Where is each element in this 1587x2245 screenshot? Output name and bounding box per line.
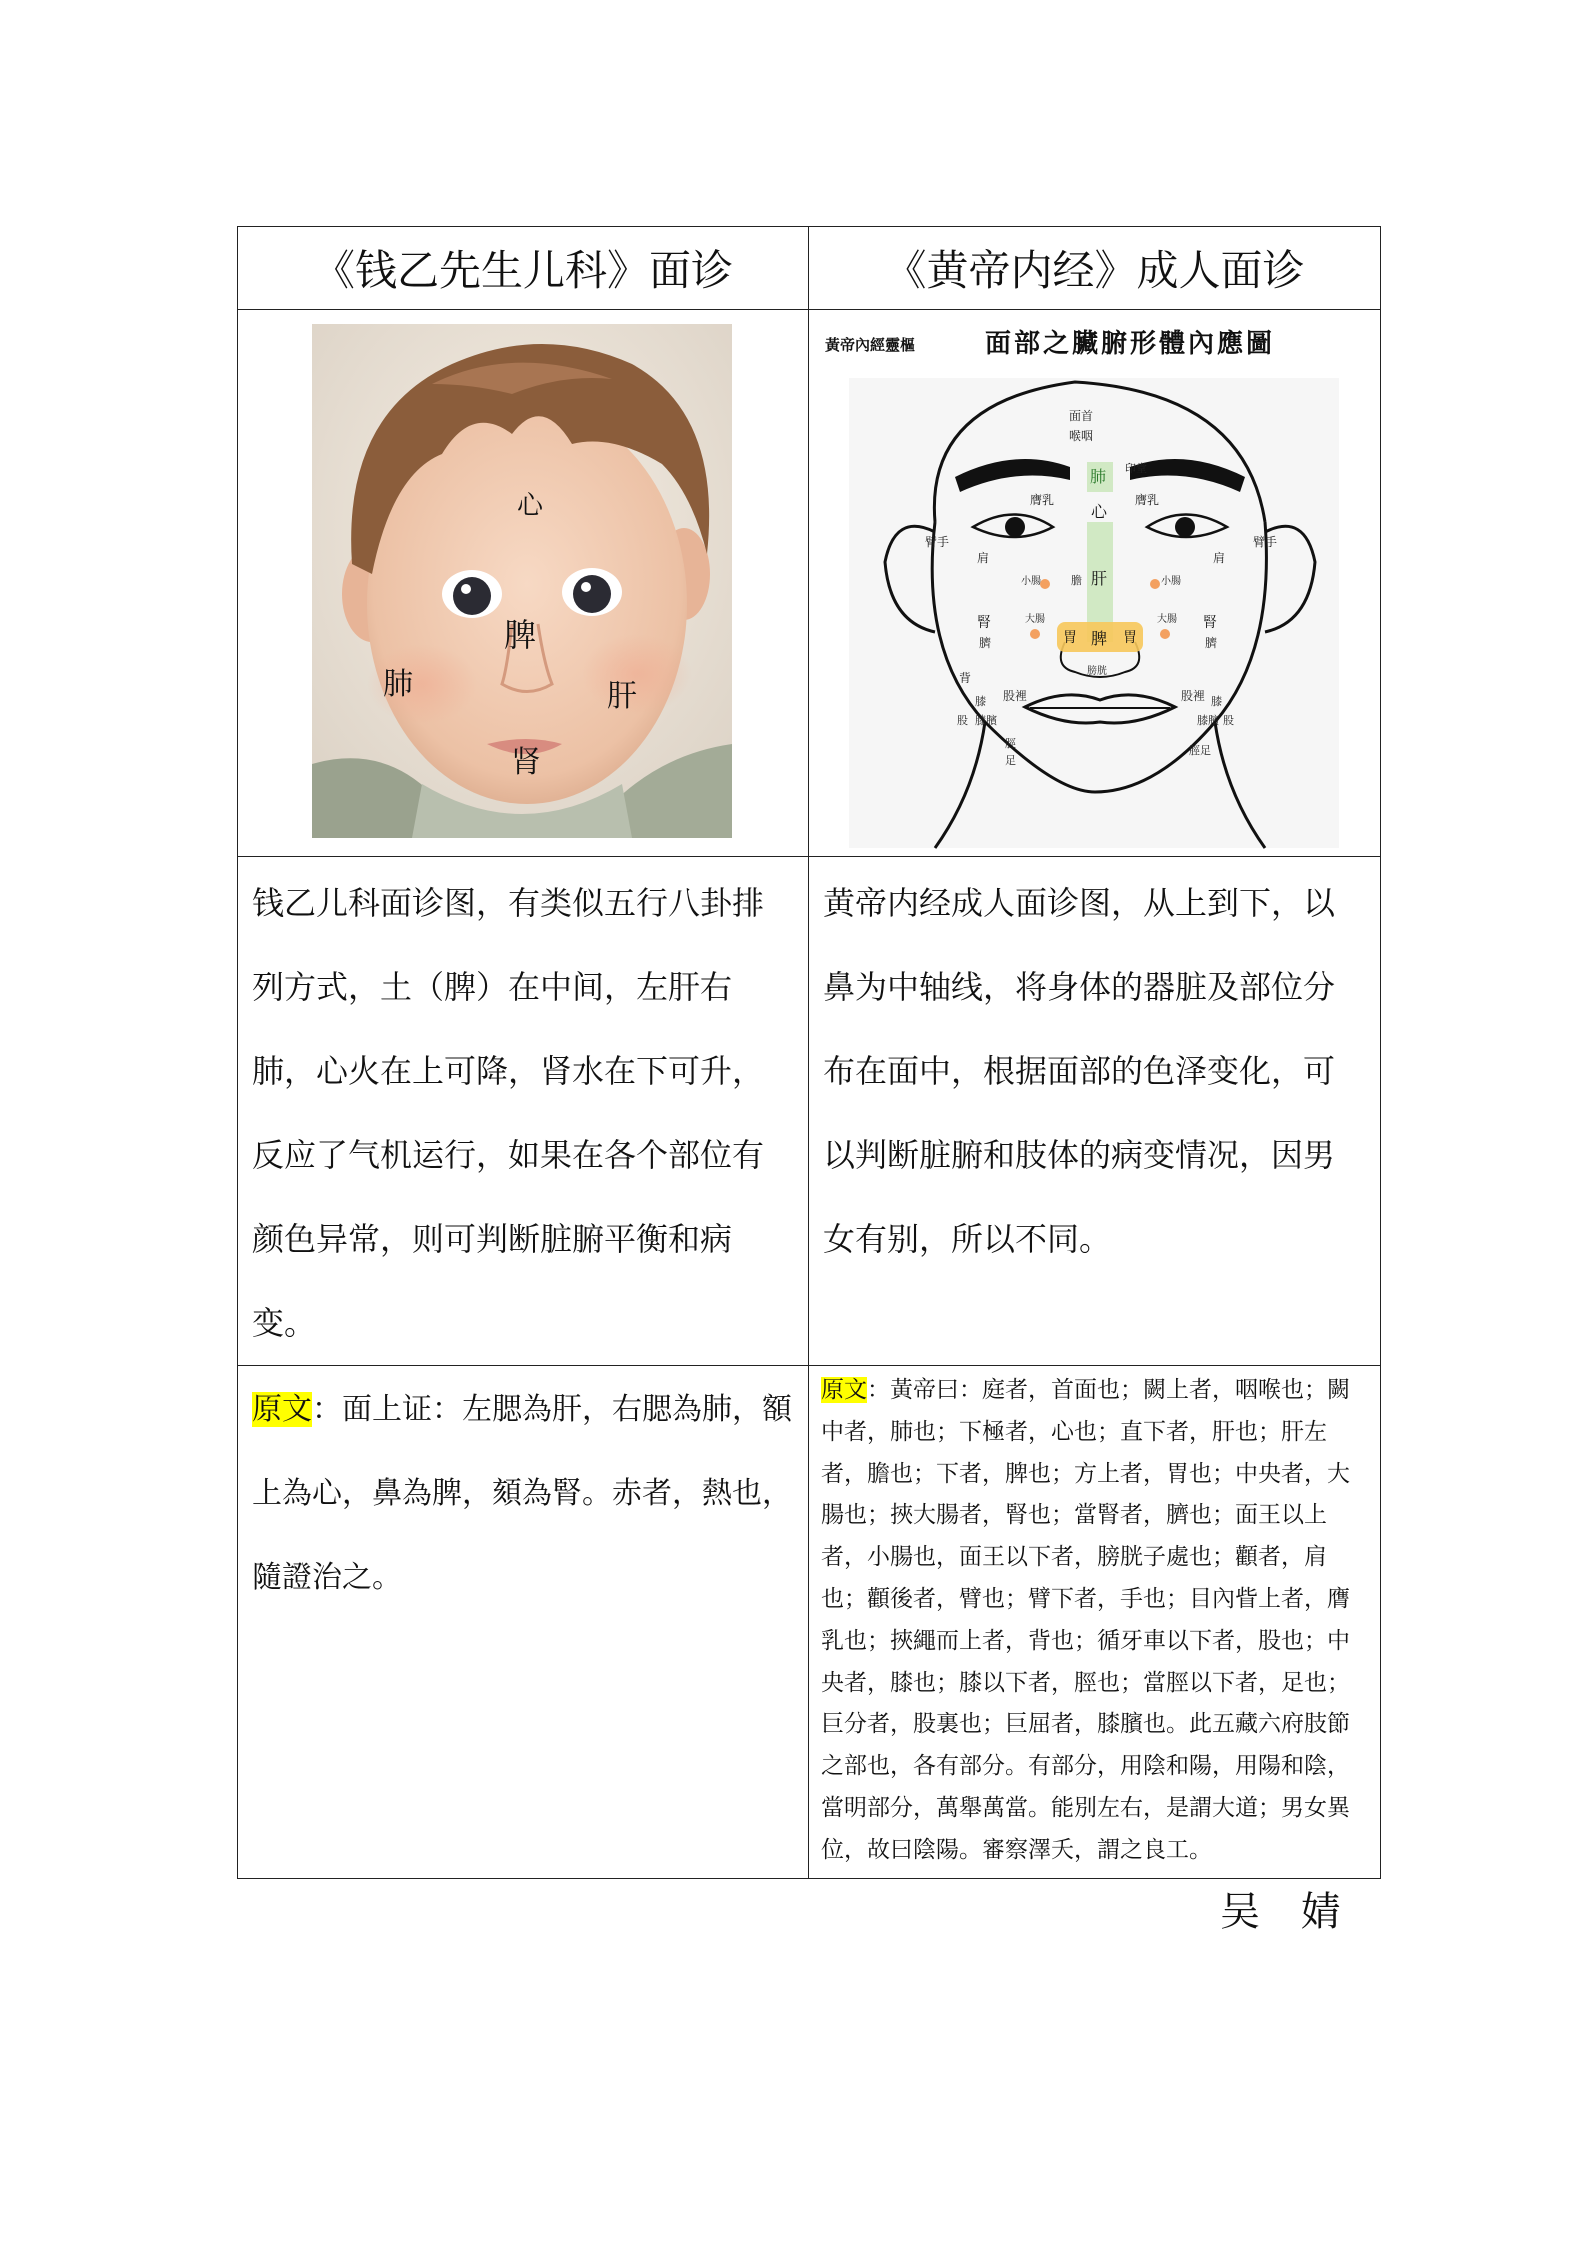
diagram-label-shin-r: 股 (1223, 714, 1234, 727)
diagram-label-kneecap-l: 膝臏 (975, 714, 997, 727)
diagram-label-heart: 心 (1091, 502, 1108, 521)
header-left: 《钱乙先生儿科》面诊 (238, 227, 809, 310)
original-text-label-right: 原文 (821, 1377, 867, 1403)
diagram-title: 面部之臟腑形體內應圖 (985, 329, 1276, 359)
diagram-label-navel-r: 臍 (1205, 636, 1218, 650)
adult-face-diagram (825, 322, 1365, 852)
diagram-label-face-head: 面首 (1069, 409, 1094, 423)
diagram-label-shoulder-l: 肩 (977, 551, 990, 565)
diagram-label-kidney-l: 腎 (977, 615, 991, 631)
author-signature: 吴 婧 (1220, 1889, 1355, 1935)
baby-label-heart: 心 (516, 491, 544, 521)
diagram-label-large-int-r: 大腸 (1157, 614, 1177, 625)
diagram-label-stomach-l: 胃 (1063, 630, 1077, 646)
diagram-label-knee-r: 膝 (1211, 695, 1222, 708)
header-right: 《黄帝内经》成人面诊 (809, 227, 1381, 310)
diagram-label-liver: 肝 (1091, 569, 1108, 588)
diagram-label-tibia-foot-r: 脛足 (1189, 744, 1211, 757)
diagram-label-back: 背 (959, 671, 972, 685)
diagram-label-breast-r: 膺乳 (1135, 493, 1160, 507)
original-text-left (238, 1366, 809, 1879)
diagram-label-shin-l: 股 (957, 714, 968, 727)
diagram-label-foot: 足 (1005, 754, 1016, 767)
diagram-label-knee-l: 膝 (975, 695, 986, 708)
diagram-label-shoulder-r: 肩 (1213, 551, 1226, 565)
original-text-body-left: ：面上证：左腮為肝，右腮為肺，額上為心，鼻為脾，頦為腎。赤者，熱也，隨證治之。 (252, 1392, 792, 1595)
diagram-label-tibia: 脛 (1005, 737, 1016, 750)
diagram-source: 黃帝內經靈樞 (825, 336, 916, 354)
diagram-label-large-int-l: 大腸 (1025, 614, 1045, 625)
diagram-label-navel-l: 臍 (979, 636, 992, 650)
baby-photo-cell (238, 310, 809, 857)
baby-face-photo (312, 324, 732, 838)
description-left: 钱乙儿科面诊图，有类似五行八卦排列方式，土（脾）在中间，左肝右肺，心火在上可降，肾水在下可升，反应了气机运行，如果在各个部位有颜色异常，则可判断脏腑平衡和病变。 (238, 857, 809, 1366)
diagram-label-arm-hand-l: 臂手 (925, 535, 950, 549)
original-text-label-left: 原文 (252, 1392, 312, 1427)
description-right: 黄帝内经成人面诊图，从上到下，以鼻为中轴线，将身体的器脏及部位分布在面中，根据面部的色泽变化，可以判断脏腑和肢体的病变情况，因男女有别，所以不同。 (809, 857, 1381, 1366)
diagram-label-bladder: 膀胱 (1087, 666, 1107, 677)
diagram-label-spleen: 脾 (1091, 629, 1108, 648)
baby-label-lung: 肺 (383, 667, 413, 702)
document-sheet (237, 226, 1380, 1879)
diagram-label-kneecap-r: 膝臏 (1197, 714, 1219, 727)
comparison-table (237, 226, 1381, 1879)
diagram-label-breast-l: 膺乳 (1030, 493, 1055, 507)
diagram-label-throat: 喉咽 (1069, 429, 1094, 443)
original-text-body-right: ：黃帝曰：庭者，首面也；闕上者，咽喉也；闕中者，肺也；下極者，心也；直下者，肝也；肝左者，膽也；下者，脾也；方上者，胃也；中央者，大腸也；挾大腸者，腎也；當腎者，臍也；面王以上者，小腸也，面王以下者，膀胱子處也；顴者，肩也；顴後者，臂也；臂下者，手也；目內眥上者，膺乳也；挾繩而上者，背也；循牙車以下者，股也；中央者，膝也；膝以下者，脛也；當脛以下者，足也；巨分者，股裏也；巨屈者，膝臏也。此五藏六府肢節之部也，各有部分。有部分，用陰和陽，用陽和陰，當明部分，萬舉萬當。能別左右，是謂大道；男女異位，故曰陰陽。審察澤夭，謂之良工。 (821, 1377, 1350, 1863)
baby-label-kidney: 肾 (511, 745, 541, 780)
diagram-label-small-int-r: 小腸 (1161, 576, 1181, 587)
diagram-label-arm-hand-r: 臂手 (1253, 535, 1278, 549)
diagram-label-stomach-r: 胃 (1123, 630, 1137, 646)
baby-label-spleen: 脾 (503, 616, 537, 654)
diagram-label-thigh-r: 股裡 (1181, 689, 1206, 703)
diagram-label-kidney-r: 腎 (1203, 615, 1217, 631)
original-text-right (809, 1366, 1381, 1879)
adult-diagram-cell (809, 310, 1381, 857)
diagram-label-thigh-l: 股裡 (1003, 689, 1028, 703)
diagram-label-gallbladder: 膽 (1071, 574, 1082, 587)
diagram-label-yintang: 印堂 (1125, 462, 1147, 475)
diagram-label-small-int-l: 小腸 (1021, 576, 1041, 587)
diagram-label-lung: 肺 (1090, 467, 1107, 486)
baby-label-liver: 肝 (607, 679, 637, 714)
